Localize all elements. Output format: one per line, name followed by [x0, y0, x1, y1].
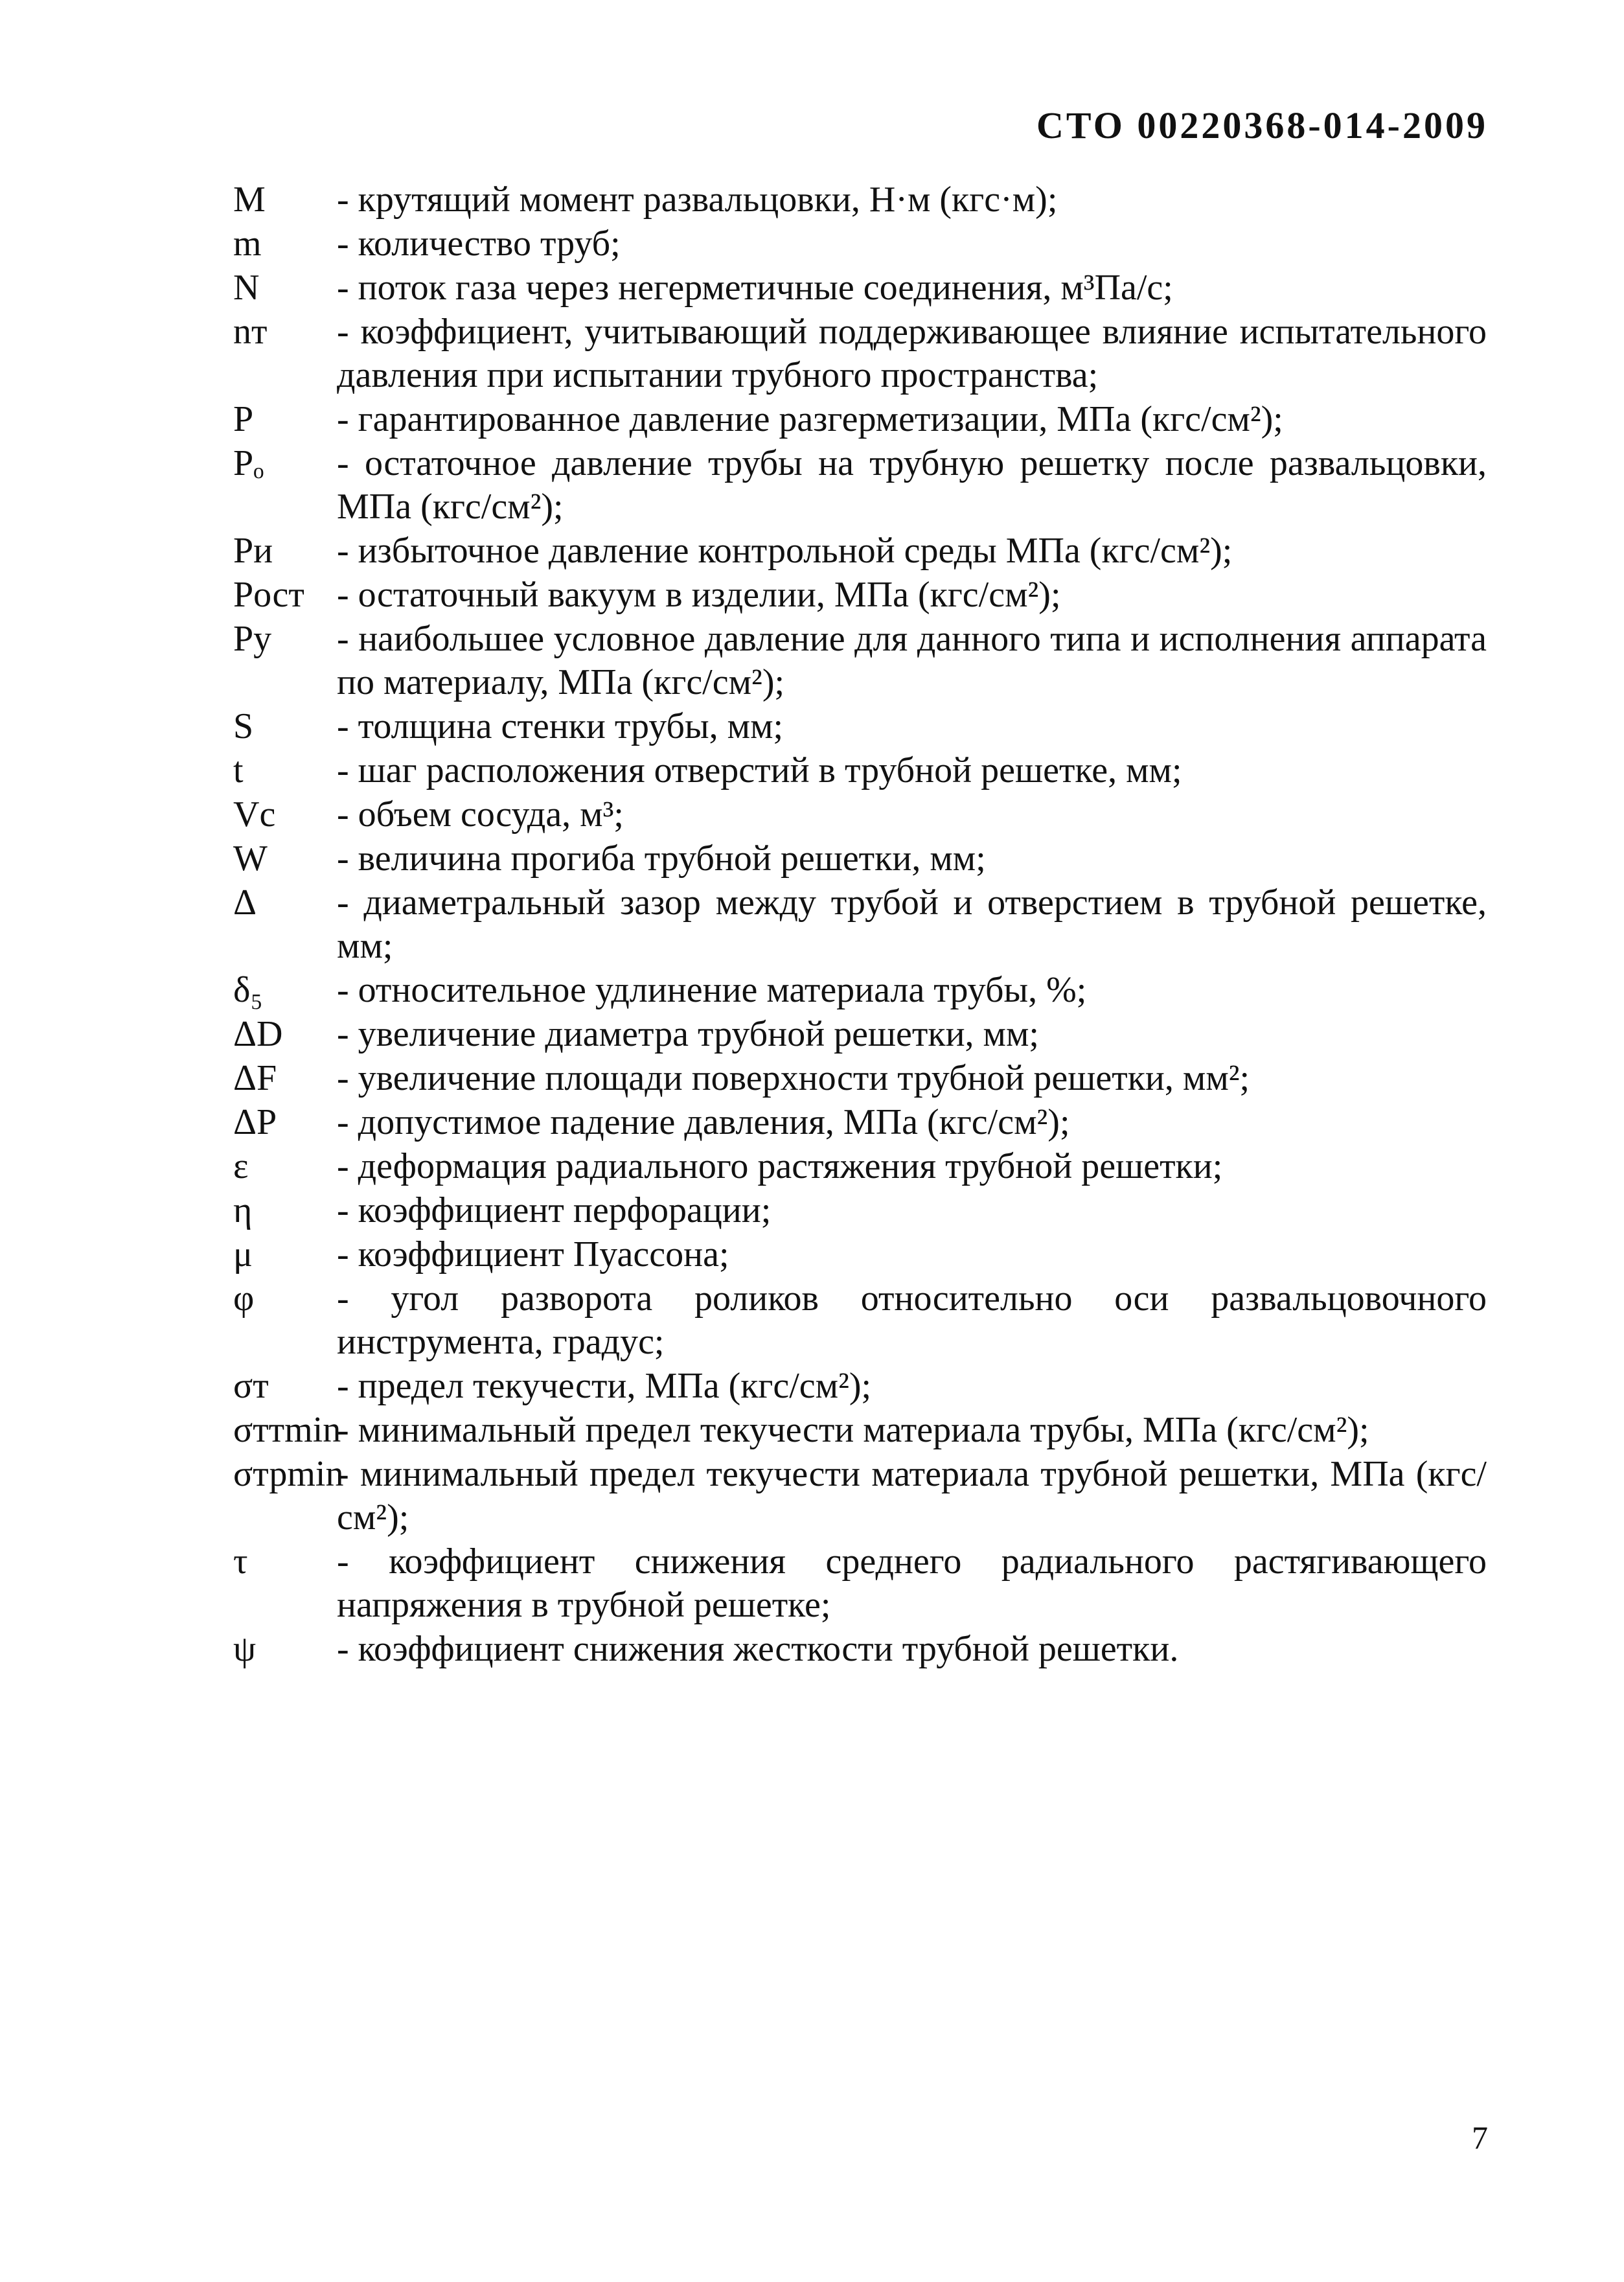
- notation-description: - величина прогиба трубной решетки, мм;: [337, 838, 986, 879]
- notation-description: - коэффициент снижения среднего радиального растягивающего напряжения в трубной решетке;: [337, 1541, 1487, 1625]
- notation-symbol: Δ: [233, 882, 257, 923]
- notation-symbol: σтрmin: [233, 1454, 344, 1494]
- notation-description: - толщина стенки трубы, мм;: [337, 706, 784, 746]
- notation-row: [233, 837, 1487, 881]
- page-number: 7: [1472, 2119, 1488, 2156]
- notation-list: [233, 178, 1487, 1672]
- notation-description: - угол разворота роликов относительно оси развальцовочного инструмента, градус;: [337, 1278, 1487, 1362]
- notation-row: [233, 266, 1487, 310]
- notation-symbol: τ: [233, 1541, 248, 1582]
- notation-description: - количество труб;: [337, 224, 621, 264]
- notation-symbol: Pₒ: [233, 443, 264, 483]
- notation-symbol: σттmin: [233, 1410, 341, 1450]
- notation-description: - предел текучести, МПа (кгс/см²);: [337, 1366, 872, 1406]
- notation-symbol: m: [233, 224, 262, 264]
- notation-description: - допустимое падение давления, МПа (кгс/см²);: [337, 1102, 1070, 1142]
- notation-symbol: P: [233, 399, 254, 439]
- notation-row: [233, 1057, 1487, 1100]
- notation-row: [233, 1013, 1487, 1056]
- notation-row: [233, 1540, 1487, 1627]
- notation-description: - диаметральный зазор между трубой и отверстием в трубной решетке, мм;: [337, 882, 1487, 966]
- notation-symbol: W: [233, 838, 268, 879]
- notation-description: - объем сосуда, м³;: [337, 794, 624, 835]
- notation-row: [233, 310, 1487, 397]
- notation-symbol: σт: [233, 1366, 269, 1406]
- notation-row: [233, 222, 1487, 266]
- notation-row: [233, 1365, 1487, 1408]
- notation-symbol: ΔF: [233, 1058, 277, 1098]
- notation-symbol: t: [233, 750, 244, 790]
- document-code: СТО 00220368-014-2009: [1036, 104, 1488, 146]
- notation-description: - деформация радиального растяжения трубной решетки;: [337, 1146, 1223, 1186]
- notation-row: [233, 749, 1487, 792]
- notation-description: - коэффициент перфорации;: [337, 1190, 772, 1230]
- notation-symbol: δ₅: [233, 970, 263, 1010]
- notation-symbol: ε: [233, 1146, 249, 1186]
- notation-symbol: μ: [233, 1234, 253, 1274]
- notation-row: [233, 969, 1487, 1012]
- notation-description: - остаточное давление трубы на трубную решетку после развальцовки, МПа (кгс/см²);: [337, 443, 1487, 527]
- notation-row: [233, 617, 1487, 704]
- notation-row: [233, 178, 1487, 222]
- notation-description: - минимальный предел текучести материала трубной решетки, МПа (кгс/см²);: [337, 1454, 1487, 1538]
- notation-symbol: Pи: [233, 531, 273, 571]
- notation-symbol: Pу: [233, 619, 272, 659]
- notation-row: [233, 793, 1487, 836]
- notation-row: [233, 1233, 1487, 1276]
- notation-row: [233, 529, 1487, 573]
- notation-description: - поток газа через негерметичные соединения, м³Па/с;: [337, 268, 1173, 308]
- notation-symbol: ΔD: [233, 1014, 283, 1054]
- notation-symbol: φ: [233, 1278, 255, 1319]
- notation-row: [233, 1101, 1487, 1144]
- notation-description: - наибольшее условное давление для данного типа и исполнения аппарата по материалу, МПа (кгс/см²);: [337, 619, 1487, 702]
- notation-symbol: N: [233, 268, 260, 308]
- notation-description: - увеличение диаметра трубной решетки, мм;: [337, 1014, 1039, 1054]
- notation-row: [233, 1145, 1487, 1188]
- notation-description: - остаточный вакуум в изделии, МПа (кгс/см²);: [337, 575, 1061, 615]
- notation-symbol: nт: [233, 312, 268, 352]
- notation-row: [233, 881, 1487, 968]
- notation-description: - гарантированное давление разгерметизации, МПа (кгс/см²);: [337, 399, 1283, 439]
- notation-row: [233, 398, 1487, 441]
- notation-symbol: Vс: [233, 794, 276, 835]
- notation-description: - коэффициент, учитывающий поддерживающее влияние испытательного давления при испытании трубного пространства;: [337, 312, 1487, 395]
- notation-symbol: M: [233, 179, 266, 220]
- notation-row: [233, 1628, 1487, 1671]
- notation-row: [233, 1277, 1487, 1364]
- notation-symbol: ψ: [233, 1629, 257, 1669]
- notation-description: - шаг расположения отверстий в трубной решетке, мм;: [337, 750, 1182, 790]
- notation-description: - крутящий момент развальцовки, Н·м (кгс·м);: [337, 179, 1058, 220]
- notation-symbol: η: [233, 1190, 253, 1230]
- notation-row: [233, 705, 1487, 748]
- notation-description: - минимальный предел текучести материала трубы, МПа (кгс/см²);: [337, 1410, 1369, 1450]
- notation-symbol: S: [233, 706, 254, 746]
- notation-row: [233, 1189, 1487, 1232]
- notation-symbol: Pост: [233, 575, 304, 615]
- notation-description: - коэффициент Пуассона;: [337, 1234, 729, 1274]
- notation-description: - коэффициент снижения жесткости трубной решетки.: [337, 1629, 1179, 1669]
- notation-row: [233, 1453, 1487, 1539]
- notation-row: [233, 442, 1487, 529]
- notation-symbol: ΔP: [233, 1102, 277, 1142]
- notation-row: [233, 1409, 1487, 1452]
- notation-description: - относительное удлинение материала трубы, %;: [337, 970, 1087, 1010]
- notation-description: - увеличение площади поверхности трубной решетки, мм²;: [337, 1058, 1250, 1098]
- notation-row: [233, 573, 1487, 617]
- notation-description: - избыточное давление контрольной среды МПа (кгс/см²);: [337, 531, 1233, 571]
